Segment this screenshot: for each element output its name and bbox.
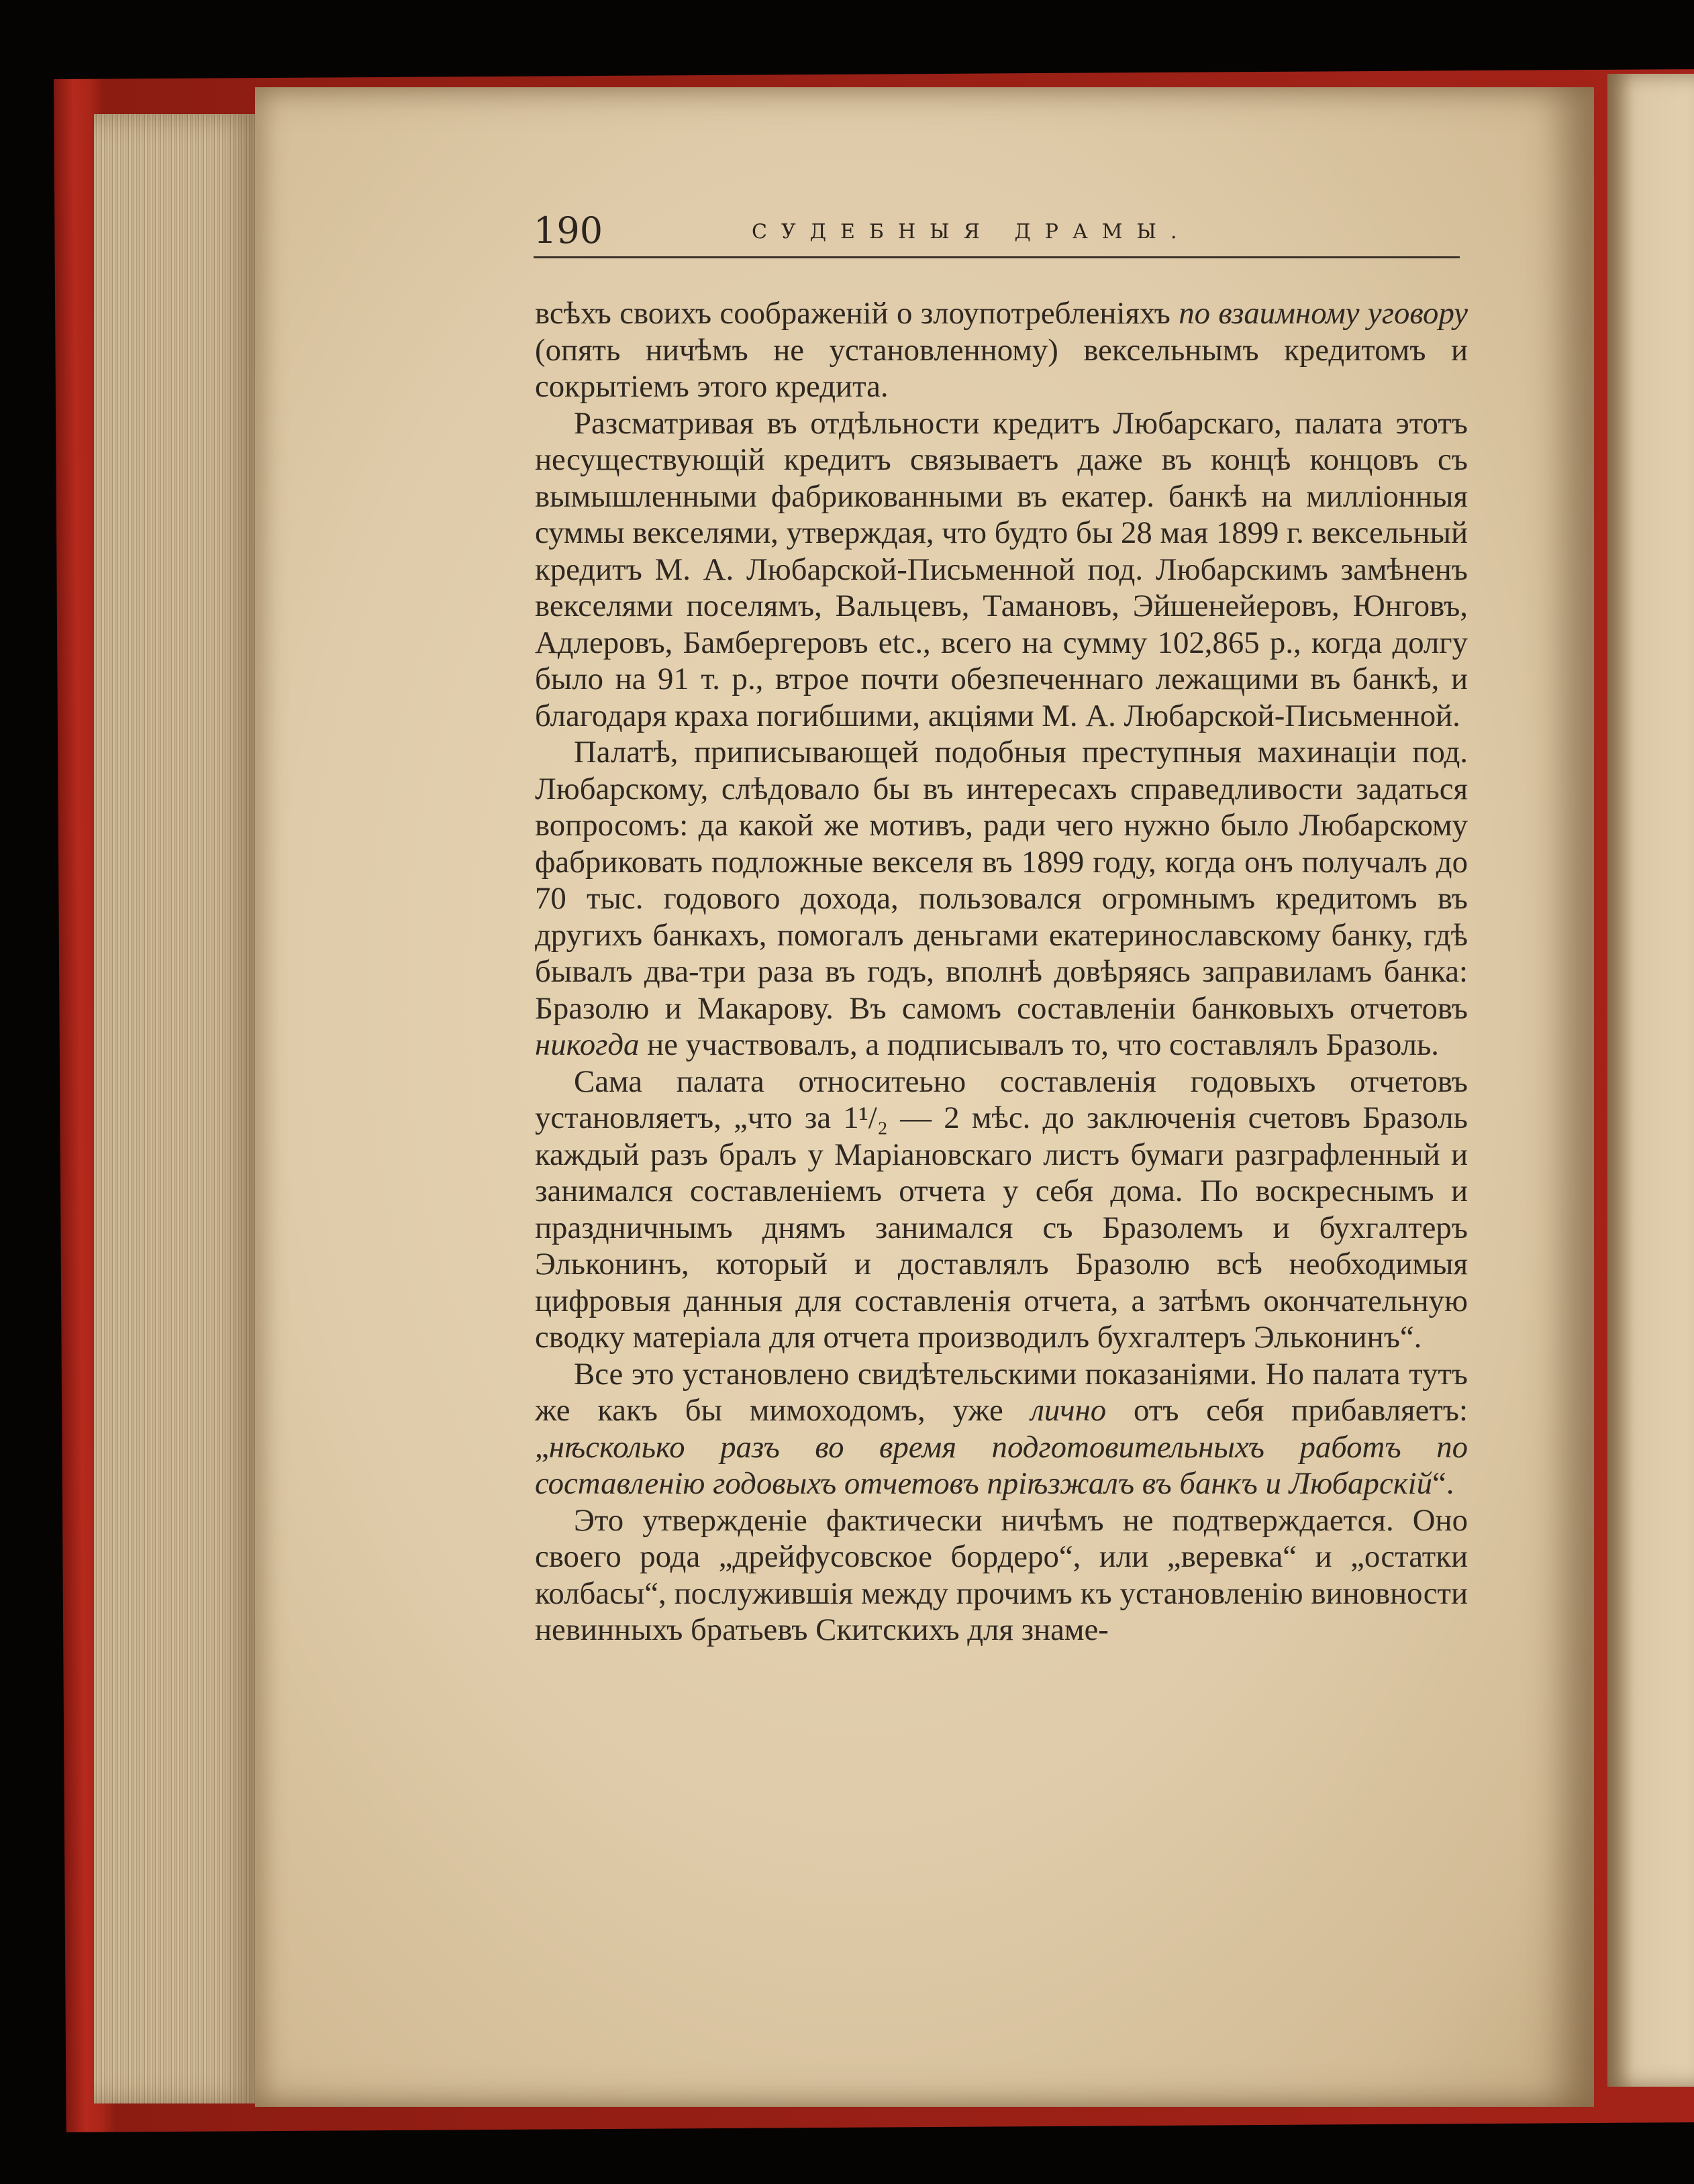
- text-run: Разсматривая въ отдѣльности кредитъ Любарскаго, палата этотъ несуществующій кредитъ связываетъ даже въ концѣ концовъ съ вымышленными фабрикованными въ екатер. банкѣ на милліонныя суммы векселями, утверждая, что будто бы 28 мая 1899 г. вексельный кредитъ М. А. Любарской-Письменной под. Любарскимъ замѣненъ векселями поселямъ, Вальцевъ, Тамановъ, Эйшенейеровъ, Юнговъ, Адлеровъ, Бамбергеровъ etc., всего на сумму 102,865 р., когда долгу было на 91 т. р., втрое почти обезпеченнаго лежащими въ банкѣ, и благодаря краха погибшими, акціями М. А. Любарской-Письменной.: [535, 405, 1468, 733]
- page-number: 190: [534, 209, 603, 252]
- text-run: не участвовалъ, а подписывалъ то, что составлялъ Бразоль.: [639, 1027, 1439, 1062]
- paragraph-5: [535, 1356, 1468, 1502]
- text-run: Все это установлено свидѣтельскими показаніями. Но палата тутъ же какъ бы мимоходомъ, уже: [535, 1356, 1468, 1428]
- paragraph-2: [535, 405, 1468, 735]
- italic-run: нѣсколько разъ во время подготовительныхъ работъ по составленію годовыхъ отчетовъ пріѣзжалъ въ банкъ и Любарскій: [535, 1429, 1468, 1501]
- next-page-edge: [1607, 74, 1694, 2087]
- running-title: СУДЕБНЫЯ ДРАМЫ.: [752, 220, 1191, 244]
- italic-run: по взаимному уговору: [1179, 296, 1468, 331]
- text-run: Это утвержденіе фактически ничѣмъ не подтверждается. Оно своего рода „дрейфусовское бордеро“, или „веревка“ и „остатки колбасы“, послужившія между прочимъ къ установленію виновности невинныхъ братьевъ Скитскихъ для знаме-: [535, 1502, 1468, 1647]
- text-run: Сама палата относитеьно составленія годовыхъ отчетовъ установляетъ, „что за 1¹/₂ — 2 мѣс. до заключенія счетовъ Бразоль каждый разъ бралъ у Маріановскаго листъ бумаги разграфленный и занимался составленіемъ отчета у себя дома. По воскреснымъ и праздничнымъ днямъ занимался съ Бразолемъ и бухгалтеръ Эльконинъ, который и доставлялъ Бразолю всѣ необходимыя цифровыя данныя для составленія отчета, а затѣмъ окончательную сводку матеріала для отчета производилъ бухгалтеръ Эльконинъ“.: [535, 1063, 1468, 1355]
- paragraph-6: [535, 1502, 1468, 1649]
- paragraph-4: [535, 1063, 1468, 1356]
- text-run: “.: [1432, 1466, 1454, 1501]
- italic-run: лично: [1030, 1393, 1107, 1428]
- body-text: [535, 295, 1468, 1649]
- page-edges: [94, 114, 262, 2103]
- text-run: отъ себя прибавляетъ: „: [535, 1393, 1468, 1465]
- italic-run: никогда: [535, 1027, 640, 1062]
- paragraph-1: [535, 295, 1468, 405]
- text-run: Палатѣ, приписывающей подобныя преступныя махинаціи под. Любарскому, слѣдовало бы въ интересахъ справедливости задаться вопросомъ: да какой же мотивъ, ради чего нужно было Любарскому фабриковать подложные векселя въ 1899 году, когда онъ получалъ до 70 тыс. годового дохода, пользовался огромнымъ кредитомъ въ другихъ банкахъ, помогалъ деньгами екатеринославскому банку, гдѣ бывалъ два-три раза въ годъ, вполнѣ довѣряясь заправиламъ банка: Бразолю и Макарову. Въ самомъ составленіи банковыхъ отчетовъ: [535, 735, 1468, 1026]
- text-run: (опять ничѣмъ не установленному) вексельнымъ кредитомъ и сокрытіемъ этого кредита.: [535, 332, 1468, 404]
- text-run: всѣхъ своихъ соображеній о злоупотребленіяхъ: [535, 296, 1179, 331]
- running-head: [534, 209, 1460, 258]
- paragraph-3: [535, 734, 1468, 1063]
